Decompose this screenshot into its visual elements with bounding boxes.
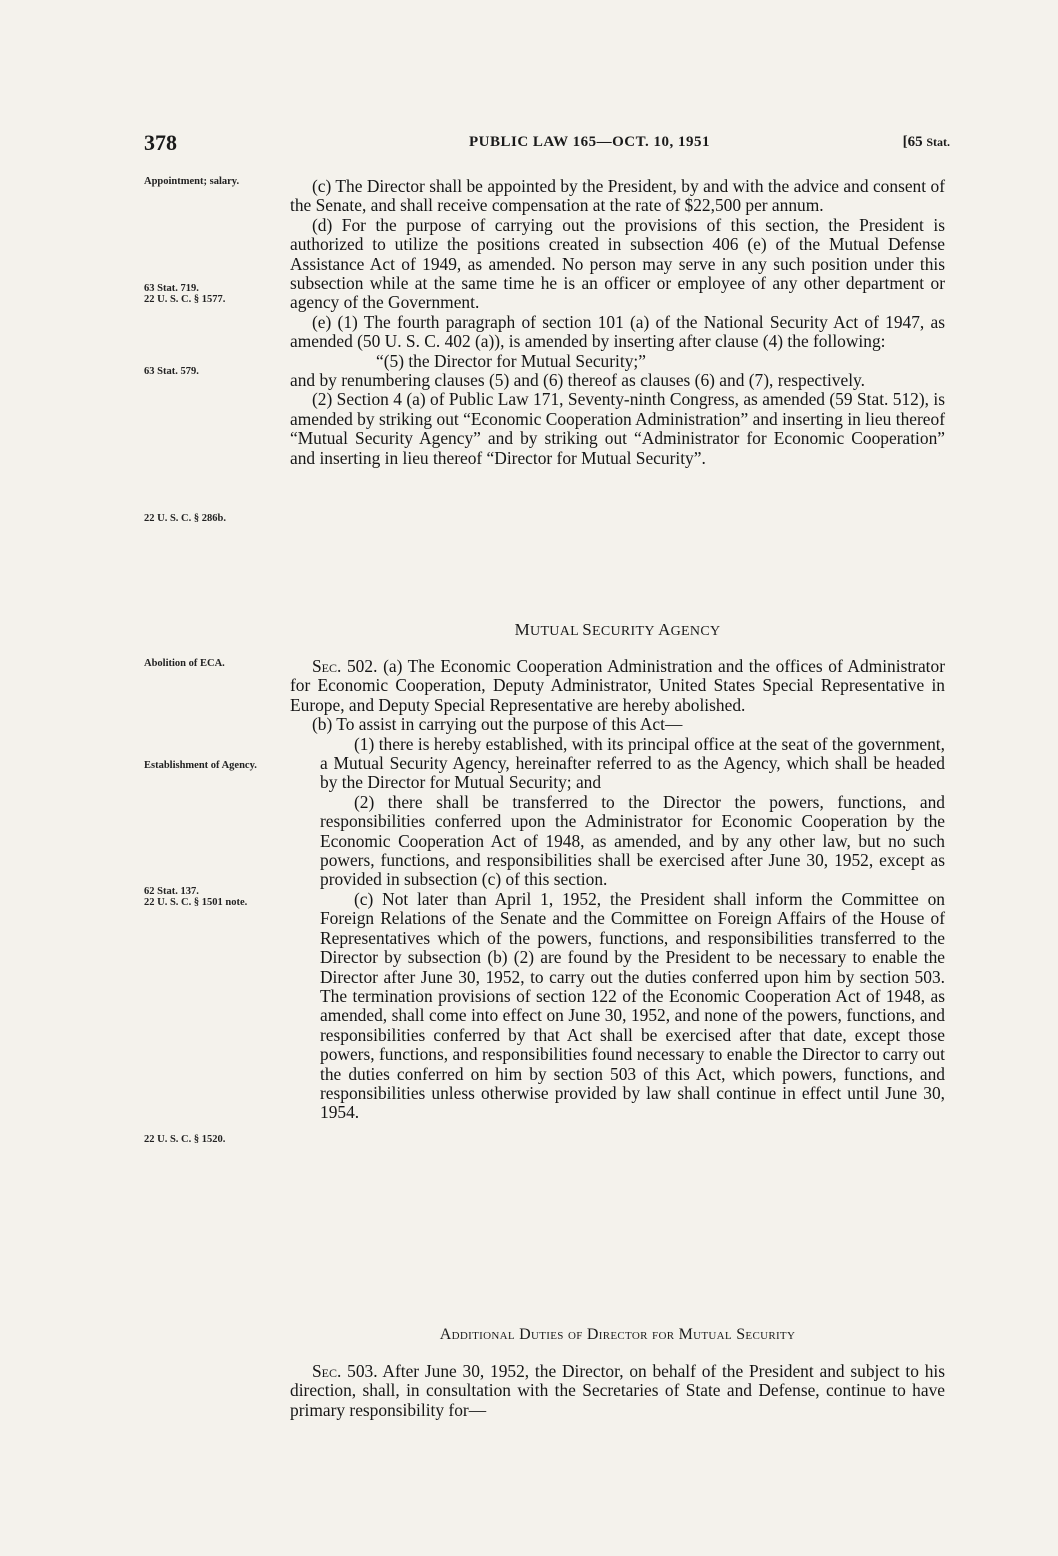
section-503-label: Sec. 503. (312, 1361, 378, 1381)
page-number: 378 (144, 130, 177, 155)
body-block-top (290, 177, 945, 468)
subsection-e2-amendment: (2) Section 4 (a) of Public Law 171, Seventy-ninth Congress, as amended (59 Stat. 512), is amended by striking out “Economic Cooperation Administration” and inserting in lieu thereof “Mutual Security Agency” and by striking out “Administrator for Economic Cooperation” and inserting in lieu thereof “Director for Mutual Security”. (290, 389, 945, 468)
page-header (144, 130, 950, 158)
subsection-e1-amendment: (e) (1) The fourth paragraph of section 101 (a) of the National Security Act of 1947, as amended (50 U. S. C. 402 (a)), is amended by inserting after clause (4) the following: (290, 311, 945, 352)
section-502-b-2: (2) there shall be transferred to the Director the powers, functions, and responsibilities conferred upon the Administrator for Economic Cooperation by the Economic Cooperation Act of 1948, as amended, and by any other law, but no such powers, functions, and responsibilities shall be exercised after June 30, 1952, except as provided in subsection (c) of this section. (320, 791, 945, 890)
section-503: Sec. 503. After June 30, 1952, the Director, on behalf of the President and subject to his direction, shall, in consultation with the Secretaries of State and Defense, continue to have primary responsibility for— (290, 1361, 946, 1420)
margin-note-establishment: Establishment of Agency. (144, 760, 257, 771)
margin-note-usc-1577: 22 U. S. C. § 1577. (144, 294, 226, 305)
stat-volume (903, 134, 950, 151)
margin-note-usc-1520: 22 U. S. C. § 1520. (144, 1134, 226, 1145)
section-502-label: Sec. 502. (312, 656, 378, 676)
section-502-c: (c) Not later than April 1, 1952, the President shall inform the Committee on Foreign Relations of the Senate and the Committee on Foreign Affairs of the House of Representatives which of the powers, functions, and responsibilities transferred to the Director by subsection (b) (2) are found by the President to be necessary to enable the Director after June 30, 1952, to carry out the duties conferred upon him by section 503. The termination provisions of section 122 of the Economic Cooperation Act of 1948, as amended, shall come into effect on June 30, 1952, and none of the powers, functions, and responsibilities conferred by that Act shall be exercised after that date, except those powers, functions, and responsibilities found necessary to enable the Director to carry out the duties conferred on him by section 503 of this Act, which powers, functions, and responsibilities unless otherwise provided by law shall continue in effect until June 30, 1954. (320, 888, 945, 1123)
body-block-sec-502 (290, 657, 945, 1123)
running-title: PUBLIC LAW 165—OCT. 10, 1951 (469, 134, 710, 150)
margin-note-abolition: Abolition of ECA. (144, 658, 225, 669)
margin-note-appointment: Appointment; salary. (144, 176, 240, 187)
subsection-d-positions: (d) For the purpose of carrying out the provisions of this section, the President is authorized to utilize the positions created in subsection 406 (e) of the Mutual Defense Assistance Act of 1949, as amended. No person may serve in any such position under this subsection while at the same time he is an officer or employee of any other department or agency of the Government. (290, 214, 945, 313)
heading-mutual-security-agency: MUTUAL SECURITY AGENCY (514, 620, 721, 639)
body-block-sec-503 (290, 1362, 945, 1420)
margin-note-usc-1501: 22 U. S. C. § 1501 note. (144, 897, 248, 908)
clause-5-quote: “(5) the Director for Mutual Security;” (376, 350, 646, 371)
margin-note-usc-286b: 22 U. S. C. § 286b. (144, 513, 226, 524)
stat-volume-number: [65 (902, 134, 923, 150)
section-502-b: (b) To assist in carrying out the purpose of this Act— (312, 714, 683, 735)
subsection-e1-continuation: and by renumbering clauses (5) and (6) thereof as clauses (6) and (7), respectively. (290, 370, 865, 391)
margin-note-62-stat-137: 62 Stat. 137. (144, 886, 199, 897)
margin-note-63-stat-719: 63 Stat. 719. (144, 283, 199, 294)
section-502-a: Sec. 502. (a) The Economic Cooperation Administration and the offices of Administrator for Economic Cooperation, Deputy Administrator, United States Special Representative in Europe, and Deputy Special Representative are hereby abolished. (290, 656, 945, 715)
section-502-b-1: (1) there is hereby established, with its principal office at the seat of the government, a Mutual Security Agency, hereinafter referred to as the Agency, which shall be headed by the Director for Mutual Security; and (320, 733, 945, 793)
heading-additional-duties: Additional Duties of Director for Mutual Security (439, 1326, 796, 1343)
margin-note-63-stat-579: 63 Stat. 579. (144, 366, 199, 377)
subsection-c-appointment: (c) The Director shall be appointed by the President, by and with the advice and consent of the Senate, and shall receive compensation at the rate of $22,500 per annum. (290, 176, 945, 216)
stat-volume-word: Stat. (926, 135, 950, 149)
